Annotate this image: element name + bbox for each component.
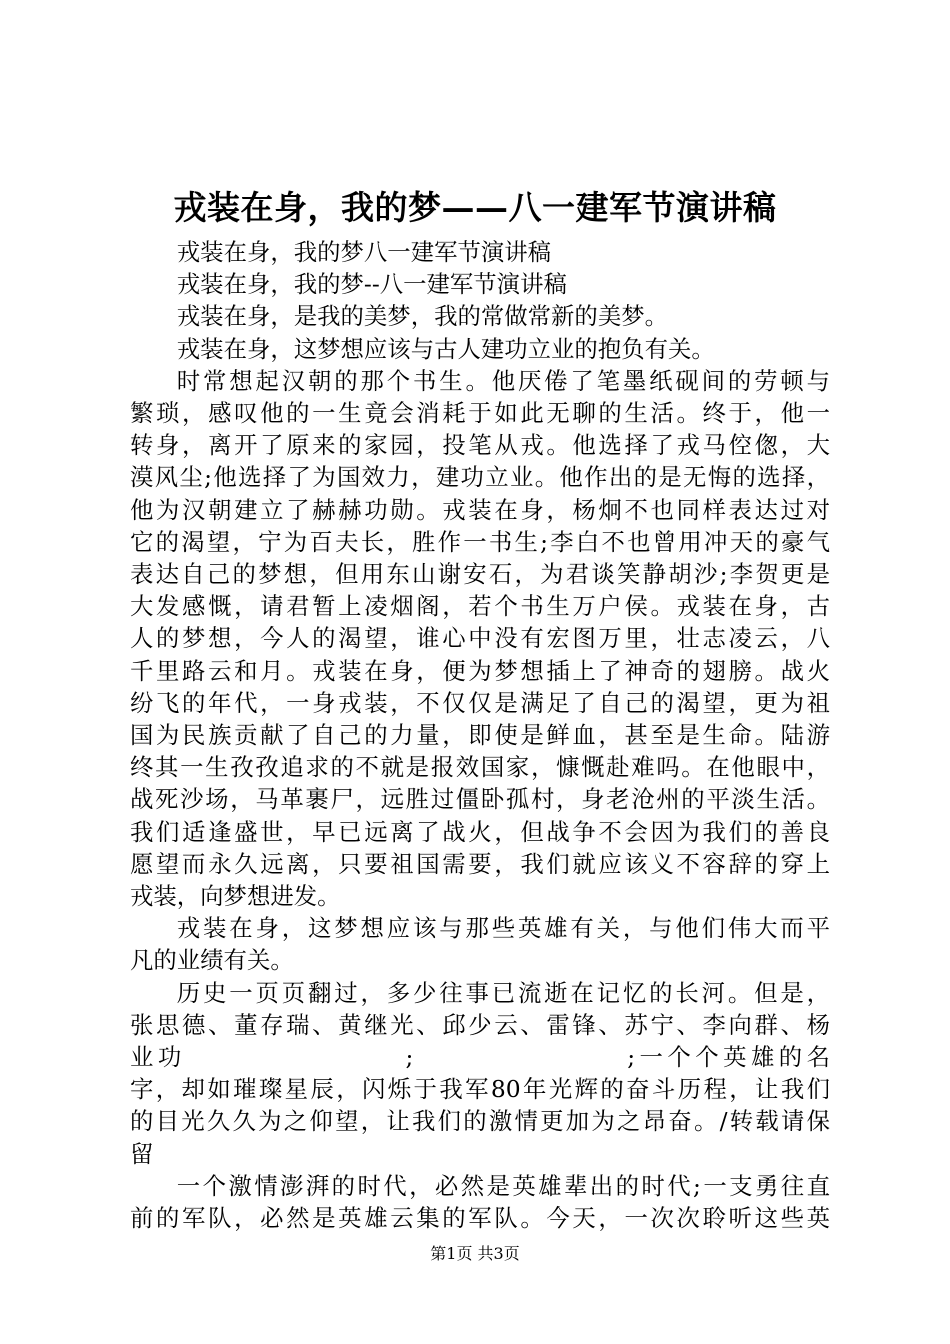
gap-line-start: 业功	[130, 1043, 186, 1072]
paragraph-gap-line	[130, 1041, 830, 1073]
paragraph-4: 戎装在身，这梦想应该与古人建功立业的抱负有关。	[176, 334, 715, 363]
paragraph-line: 繁琐，感叹他的一生竟会消耗于如此无聊的生活。终于，他一	[130, 399, 830, 428]
paragraph-line: 时常想起汉朝的那个书生。他厌倦了笔墨纸砚间的劳顿与	[176, 366, 830, 395]
paragraph-line: 的目光久久为之仰望，让我们的激情更加为之昂奋。/转载请保	[130, 1107, 830, 1136]
paragraph-2: 戎装在身，我的梦--八一建军节演讲稿	[176, 270, 567, 299]
paragraph-line: 它的渴望，宁为百夫长，胜作一书生;李白不也曾用冲天的豪气	[130, 527, 830, 556]
paragraph-line: 留	[130, 1139, 154, 1168]
paragraph-line: 战死沙场，马革裹尸，远胜过僵卧孤村，身老沧州的平淡生活。	[130, 785, 830, 814]
paragraph-3: 戎装在身，是我的美梦，我的常做常新的美梦。	[176, 302, 668, 331]
paragraph-line: 愿望而永久远离，只要祖国需要，我们就应该义不容辞的穿上	[130, 849, 830, 878]
paragraph-8	[130, 1170, 830, 1234]
gap-line-end: ;一个个英雄的名	[627, 1043, 831, 1072]
paragraph-line: 张思德、董存瑞、黄继光、邱少云、雷锋、苏宁、李向群、杨	[130, 1010, 830, 1039]
paragraph-line: 历史一页页翻过，多少往事已流逝在记忆的长河。但是，	[176, 978, 830, 1007]
paragraph-line: 凡的业绩有关。	[130, 946, 294, 975]
paragraph-line: 表达自己的梦想，但用东山谢安石，为君谈笑静胡沙;李贺更是	[130, 560, 830, 589]
paragraph-line: 人的梦想，今人的渴望，谁心中没有宏图万里，壮志凌云，八	[130, 624, 830, 653]
paragraph-line: 我们适逢盛世，早已远离了战火，但战争不会因为我们的善良	[130, 817, 830, 846]
paragraph-line: 转身，离开了原来的家园，投笔从戎。他选择了戎马倥偬，大	[130, 431, 830, 460]
paragraph-line: 千里路云和月。戎装在身，便为梦想插上了神奇的翅膀。战火	[130, 656, 830, 685]
gap-line-middle: ;	[405, 1043, 414, 1072]
paragraph-line: 国为民族贡献了自己的力量，即使是鲜血，甚至是生命。陆游	[130, 721, 830, 750]
paragraph-line: 字，却如璀璨星辰，闪烁于我军80年光辉的奋斗历程，让我们	[130, 1075, 830, 1104]
paragraph-6	[130, 912, 830, 976]
paragraph-line: 前的军队，必然是英雄云集的军队。今天，一次次聆听这些英	[130, 1204, 830, 1233]
page-number-footer: 第1页 共3页	[430, 1244, 520, 1263]
paragraph-line: 他为汉朝建立了赫赫功勋。戎装在身，杨炯不也同样表达过对	[130, 495, 830, 524]
paragraph-5	[130, 365, 830, 912]
paragraph-line: 大发感慨，请君暂上凌烟阁，若个书生万户侯。戎装在身，古	[130, 592, 830, 621]
document-body	[130, 236, 830, 1234]
paragraph-line: 一个激情澎湃的时代，必然是英雄辈出的时代;一支勇往直	[176, 1171, 830, 1200]
paragraph-line: 纷飞的年代，一身戎装，不仅仅是满足了自己的渴望，更为祖	[130, 688, 830, 717]
document-title: 戎装在身，我的梦——八一建军节演讲稿	[173, 188, 777, 227]
paragraph-line: 戎装在身，这梦想应该与那些英雄有关，与他们伟大而平	[176, 914, 830, 943]
paragraph-7	[130, 977, 830, 1170]
paragraph-line: 戎装，向梦想进发。	[130, 882, 341, 911]
paragraph-1: 戎装在身，我的梦八一建军节演讲稿	[176, 238, 552, 266]
paragraph-line: 漠风尘;他选择了为国效力，建功立业。他作出的是无悔的选择，	[130, 463, 830, 492]
paragraph-line: 终其一生孜孜追求的不就是报效国家，慷慨赴难吗。在他眼中，	[130, 753, 830, 782]
